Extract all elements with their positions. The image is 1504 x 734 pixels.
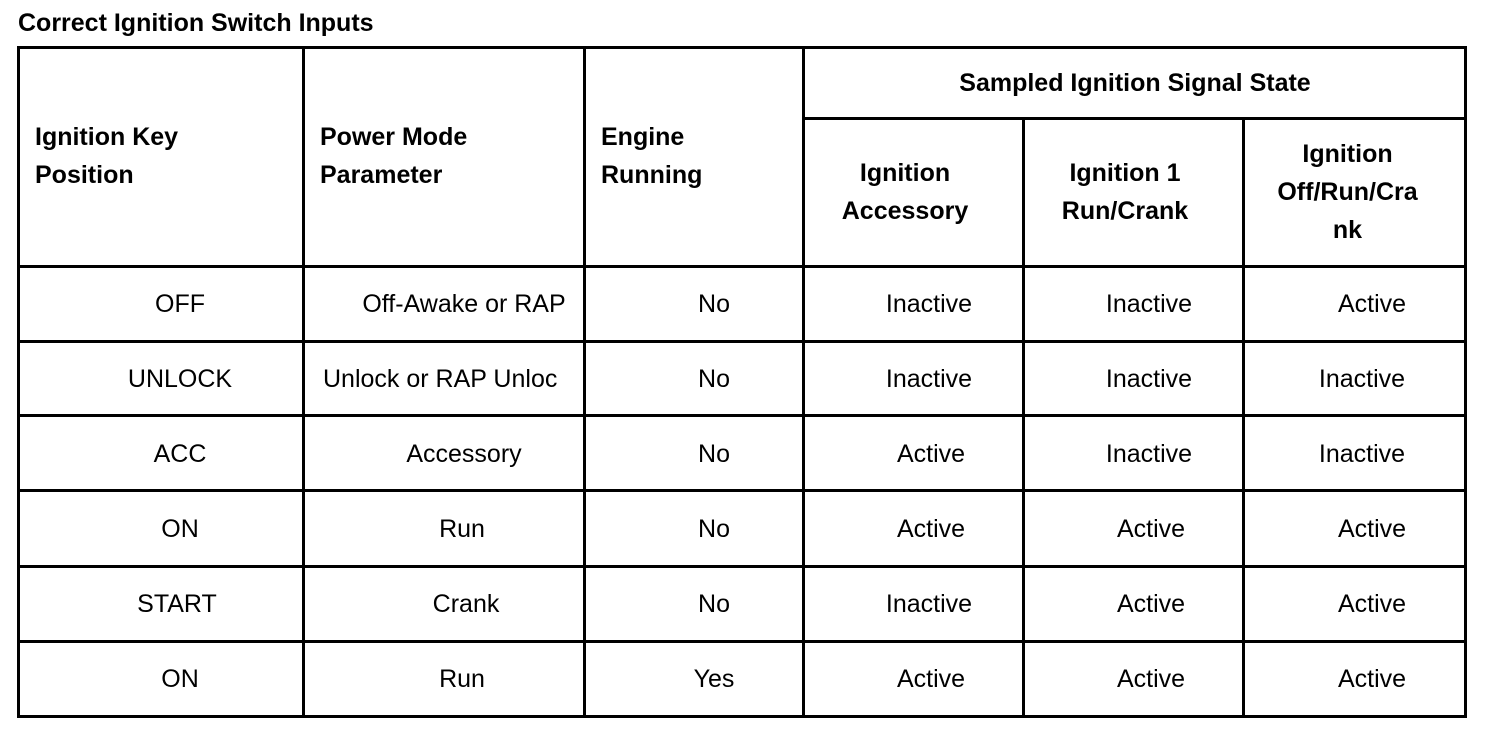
column-divider — [302, 46, 305, 718]
cell-power-mode: Unlock or RAP Unloc — [323, 365, 558, 393]
cell-engine-running: No — [698, 515, 730, 543]
cell-ign-1: Active — [1116, 590, 1186, 618]
cell-power-mode: Run — [439, 515, 485, 543]
cell-ign-1: Inactive — [1105, 365, 1193, 393]
cell-key-position: ON — [161, 665, 199, 693]
group-header-divider — [804, 117, 1467, 120]
header-ignition-1: Ignition 1 Run/Crank — [1061, 159, 1189, 225]
cell-ign-off-run-crank: Active — [1337, 590, 1407, 618]
cell-key-position: ACC — [153, 440, 207, 468]
cell-ign-1: Inactive — [1105, 290, 1193, 318]
cell-power-mode: Run — [439, 665, 485, 693]
header-sampled-group: Sampled Ignition Signal State — [959, 69, 1311, 97]
cell-engine-running: No — [698, 365, 730, 393]
cell-ign-1: Active — [1116, 665, 1186, 693]
row-divider — [17, 414, 1467, 417]
cell-ign-1: Active — [1116, 515, 1186, 543]
cell-power-mode: Off-Awake or RAP — [362, 290, 566, 318]
cell-key-position: UNLOCK — [127, 365, 233, 393]
cell-ign-accessory: Active — [896, 515, 966, 543]
cell-power-mode: Accessory — [406, 440, 522, 468]
row-divider — [17, 340, 1467, 343]
cell-ign-accessory: Inactive — [885, 590, 973, 618]
page-title: Correct Ignition Switch Inputs — [18, 9, 374, 37]
header-engine-running: Engine Running — [601, 123, 703, 189]
cell-engine-running: No — [698, 440, 730, 468]
row-divider — [17, 565, 1467, 568]
cell-key-position: START — [137, 590, 217, 618]
table-border-top — [17, 46, 1467, 49]
header-ignition-accessory: Ignition Accessory — [841, 159, 969, 225]
cell-engine-running: Yes — [693, 665, 735, 693]
cell-ign-off-run-crank: Inactive — [1318, 440, 1406, 468]
row-divider — [17, 640, 1467, 643]
cell-ign-1: Inactive — [1105, 440, 1193, 468]
cell-ign-accessory: Inactive — [885, 365, 973, 393]
cell-ign-accessory: Active — [896, 665, 966, 693]
column-divider — [583, 46, 586, 718]
cell-ign-off-run-crank: Active — [1337, 290, 1407, 318]
cell-engine-running: No — [698, 590, 730, 618]
cell-key-position: ON — [161, 515, 199, 543]
header-power-mode: Power Mode Parameter — [320, 123, 468, 189]
table-border-bottom — [17, 715, 1467, 718]
cell-power-mode: Crank — [432, 590, 500, 618]
cell-ign-off-run-crank: Active — [1337, 515, 1407, 543]
cell-engine-running: No — [698, 290, 730, 318]
row-divider — [17, 489, 1467, 492]
header-ignition-off-run-crank: Ignition Off/Run/Cra nk — [1277, 140, 1418, 244]
cell-key-position: OFF — [155, 290, 205, 318]
header-bottom-rule — [17, 265, 1467, 268]
header-key-position: Ignition Key Position — [35, 123, 179, 189]
cell-ign-accessory: Inactive — [885, 290, 973, 318]
cell-ign-off-run-crank: Active — [1337, 665, 1407, 693]
table-border-left — [17, 46, 20, 718]
cell-ign-accessory: Active — [896, 440, 966, 468]
cell-ign-off-run-crank: Inactive — [1318, 365, 1406, 393]
